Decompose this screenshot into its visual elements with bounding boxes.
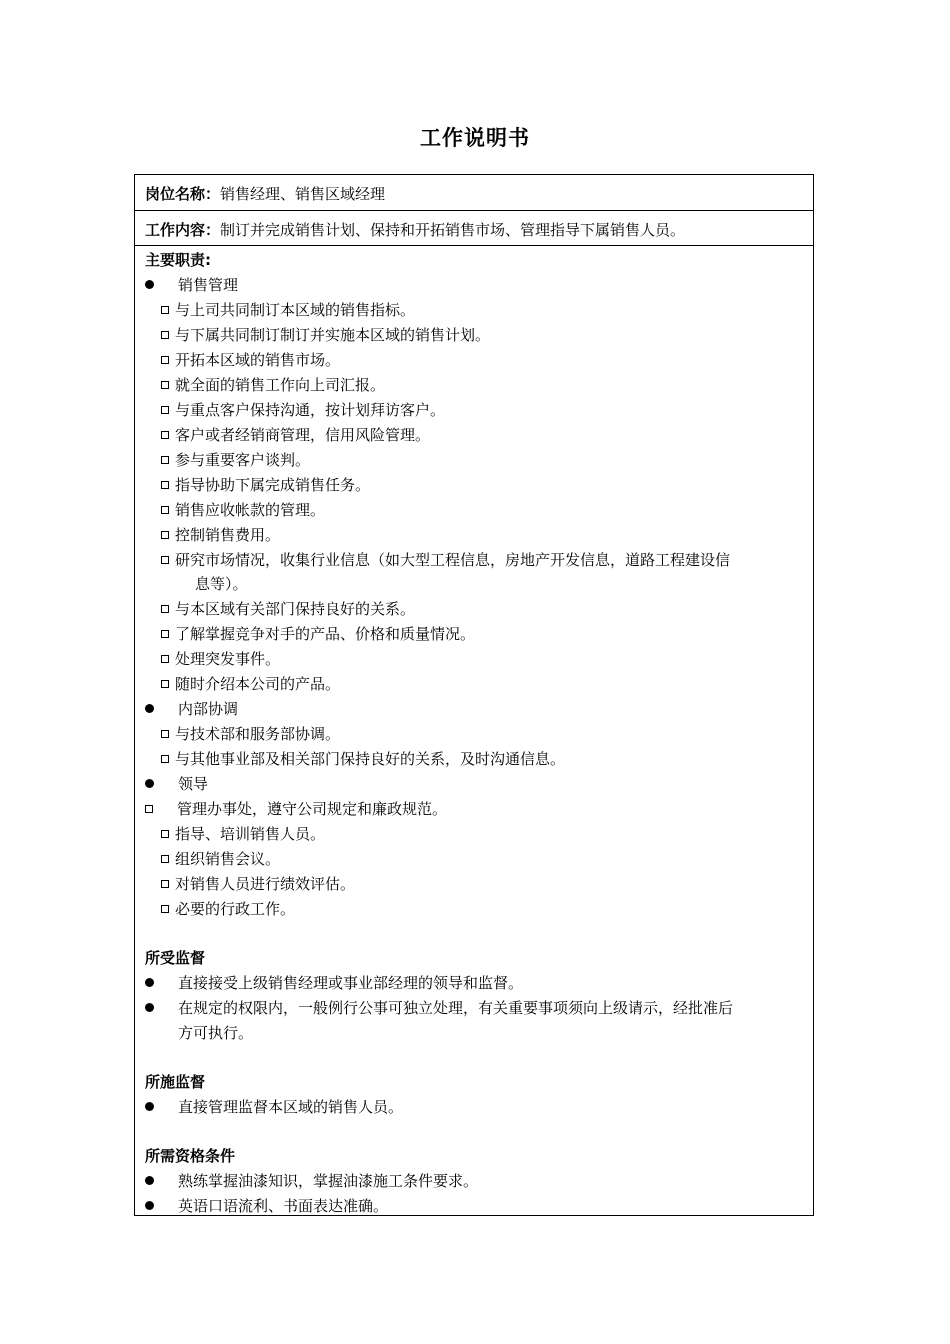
list-item: 处理突发事件。 [161,649,280,669]
position-value: 销售经理、销售区域经理 [220,185,386,203]
checkbox-square-icon [161,431,169,439]
supervised-by-heading: 所受监督 [145,949,206,967]
checkbox-square-icon [161,331,169,339]
checkbox-square-icon [161,855,169,863]
bullet-icon [145,978,154,987]
checkbox-square-icon [161,531,169,539]
duties-heading: 主要职责: [145,251,211,269]
position-row [135,175,813,211]
content-label: 工作内容： [145,221,221,239]
bullet-icon [145,779,154,788]
list-item: 与下属共同制订制订并实施本区域的销售计划。 [161,325,490,345]
section-sales-management [145,275,238,295]
bullet-icon [145,1003,154,1012]
checkbox-square-icon [161,406,169,414]
list-item: 控制销售费用。 [161,525,280,545]
list-item: 研究市场情况，收集行业信息（如大型工程信息，房地产开发信息，道路工程建设信 [161,550,730,570]
list-item: 随时介绍本公司的产品。 [161,674,340,694]
checkbox-square-icon [161,830,169,838]
list-item-continuation: 息等）。 [195,575,248,593]
list-item: 管理办事处，遵守公司规定和廉政规范。 [145,799,447,819]
bullet-icon [145,1102,154,1111]
position-label: 岗位名称： [145,185,221,203]
list-item: 对销售人员进行绩效评估。 [161,874,355,894]
list-item: 在规定的权限内，一般例行公事可独立处理，有关重要事项须向上级请示，经批准后 [145,998,733,1018]
checkbox-square-icon [161,680,169,688]
supervises-heading: 所施监督 [145,1073,206,1091]
checkbox-square-icon [161,481,169,489]
section-coordination: 内部协调 [145,699,238,719]
section-leadership: 领导 [145,774,208,794]
job-description-table [134,174,814,1216]
list-item: 直接接受上级销售经理或事业部经理的领导和监督。 [145,973,523,993]
list-item: 与本区域有关部门保持良好的关系。 [161,599,415,619]
checkbox-square-icon [161,456,169,464]
list-item-continuation: 方可执行。 [178,1024,254,1042]
list-item: 与重点客户保持沟通，按计划拜访客户。 [161,400,445,420]
checkbox-square-icon [161,655,169,663]
checkbox-square-icon [161,880,169,888]
list-item: 与上司共同制订本区域的销售指标。 [161,300,415,320]
list-item: 与其他事业部及相关部门保持良好的关系，及时沟通信息。 [161,749,565,769]
checkbox-square-icon [161,556,169,564]
list-item: 与技术部和服务部协调。 [161,724,340,744]
section-label: 销售管理 [178,276,239,294]
bullet-icon [145,1176,154,1185]
list-item: 参与重要客户谈判。 [161,450,310,470]
checkbox-square-icon [145,805,153,813]
checkbox-square-icon [161,381,169,389]
checkbox-square-icon [161,306,169,314]
bullet-icon [145,280,154,289]
list-item: 熟练掌握油漆知识，掌握油漆施工条件要求。 [145,1171,478,1191]
list-item: 指导协助下属完成销售任务。 [161,475,370,495]
checkbox-square-icon [161,605,169,613]
checkbox-square-icon [161,630,169,638]
list-item: 直接管理监督本区域的销售人员。 [145,1097,403,1117]
list-item: 了解掌握竞争对手的产品、价格和质量情况。 [161,624,475,644]
content-value: 制订并完成销售计划、保持和开拓销售市场、管理指导下属销售人员。 [220,221,686,239]
list-item: 开拓本区域的销售市场。 [161,350,340,370]
content-row [135,211,813,246]
checkbox-square-icon [161,905,169,913]
bullet-icon [145,704,154,713]
checkbox-square-icon [161,356,169,364]
qualifications-heading: 所需资格条件 [145,1147,236,1165]
document-title: 工作说明书 [420,126,530,150]
list-item: 指导、培训销售人员。 [161,824,325,844]
list-item: 销售应收帐款的管理。 [161,500,325,520]
checkbox-square-icon [161,755,169,763]
bullet-icon [145,1201,154,1210]
list-item: 必要的行政工作。 [161,899,295,919]
checkbox-square-icon [161,506,169,514]
list-item: 客户或者经销商管理，信用风险管理。 [161,425,430,445]
list-item: 就全面的销售工作向上司汇报。 [161,375,385,395]
list-item: 组织销售会议。 [161,849,280,869]
checkbox-square-icon [161,730,169,738]
list-item: 英语口语流利、书面表达准确。 [145,1196,388,1216]
